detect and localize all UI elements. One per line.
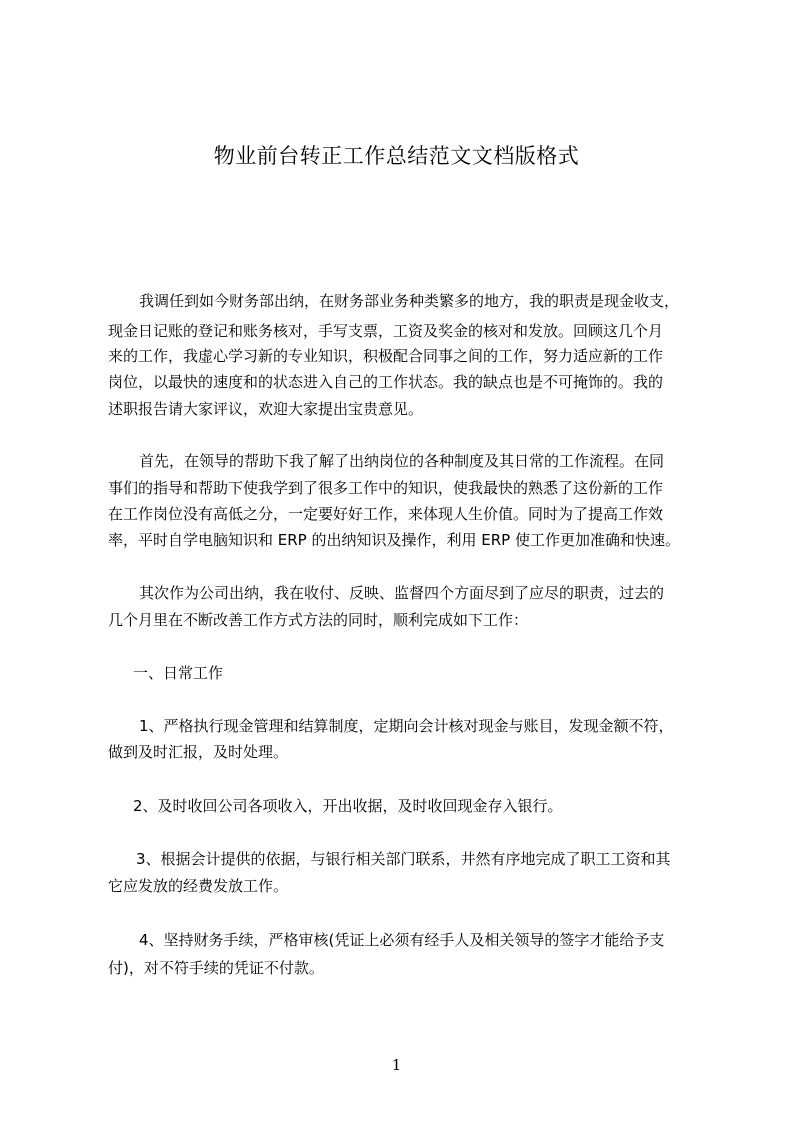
page-number: 1 [391,1056,402,1074]
paragraph-1-line-4: 岗位，以最快的速度和的状态进入自己的工作状态。我的缺点也是不可掩饰的。我的 [108,373,664,391]
document-title: 物业前台转正工作总结范文文档版格式 [213,144,580,168]
item-2-line-1: 2、及时收回公司各项收入，开出收据，及时收回现金存入银行。 [133,797,563,815]
paragraph-3-line-2: 几个月里在不断改善工作方式方法的同时，顺利完成如下工作： [108,611,529,629]
paragraph-1-line-1: 我调任到如今财务部出纳，在财务部业务种类繁多的地方，我的职责是现金收支， [139,292,680,310]
paragraph-3-line-1: 其次作为公司出纳，我在收付、反映、监督四个方面尽到了应尽的职责，过去的 [139,584,665,602]
item-1-line-1: 1、严格执行现金管理和结算制度，定期向会计核对现金与账目，发现金额不符， [139,717,674,735]
paragraph-1-line-2: 现金日记账的登记和账务核对，手写支票，工资及奖金的核对和发放。回顾这几个月 [108,322,664,340]
paragraph-1-line-3: 来的工作，我虚心学习新的专业知识，积极配合同事之间的工作，努力适应新的工作 [108,347,664,365]
paragraph-2-line-1: 首先，在领导的帮助下我了解了出纳岗位的各种制度及其日常的工作流程。在同 [139,452,665,470]
paragraph-2-line-4: 率，平时自学电脑知识和 ERP 的出纳知识及操作，利用 ERP 使工作更加准确和快速。 [108,531,680,549]
section-heading-daily-work: 一、日常工作 [133,664,224,682]
paragraph-1-line-5: 述职报告请大家评议，欢迎大家提出宝贵意见。 [108,400,424,418]
item-4-line-2: 付)，对不符手续的凭证不付款。 [108,959,324,977]
item-4-line-1: 4、坚持财务手续，严格审核(凭证上必须有经手人及相关领导的签字才能给予支 [139,931,665,949]
item-3-line-2: 它应发放的经费发放工作。 [108,877,289,895]
paragraph-2-line-3: 在工作岗位没有高低之分，一定要好好工作，来体现人生价值。同时为了提高工作效 [108,505,664,523]
item-3-line-1: 3、根据会计提供的依据，与银行相关部门联系，井然有序地完成了职工工资和其 [136,850,671,868]
item-1-line-2: 做到及时汇报，及时处理。 [108,743,289,761]
paragraph-2-line-2: 事们的指导和帮助下使我学到了很多工作中的知识，使我最快的熟悉了这份新的工作 [108,479,664,497]
